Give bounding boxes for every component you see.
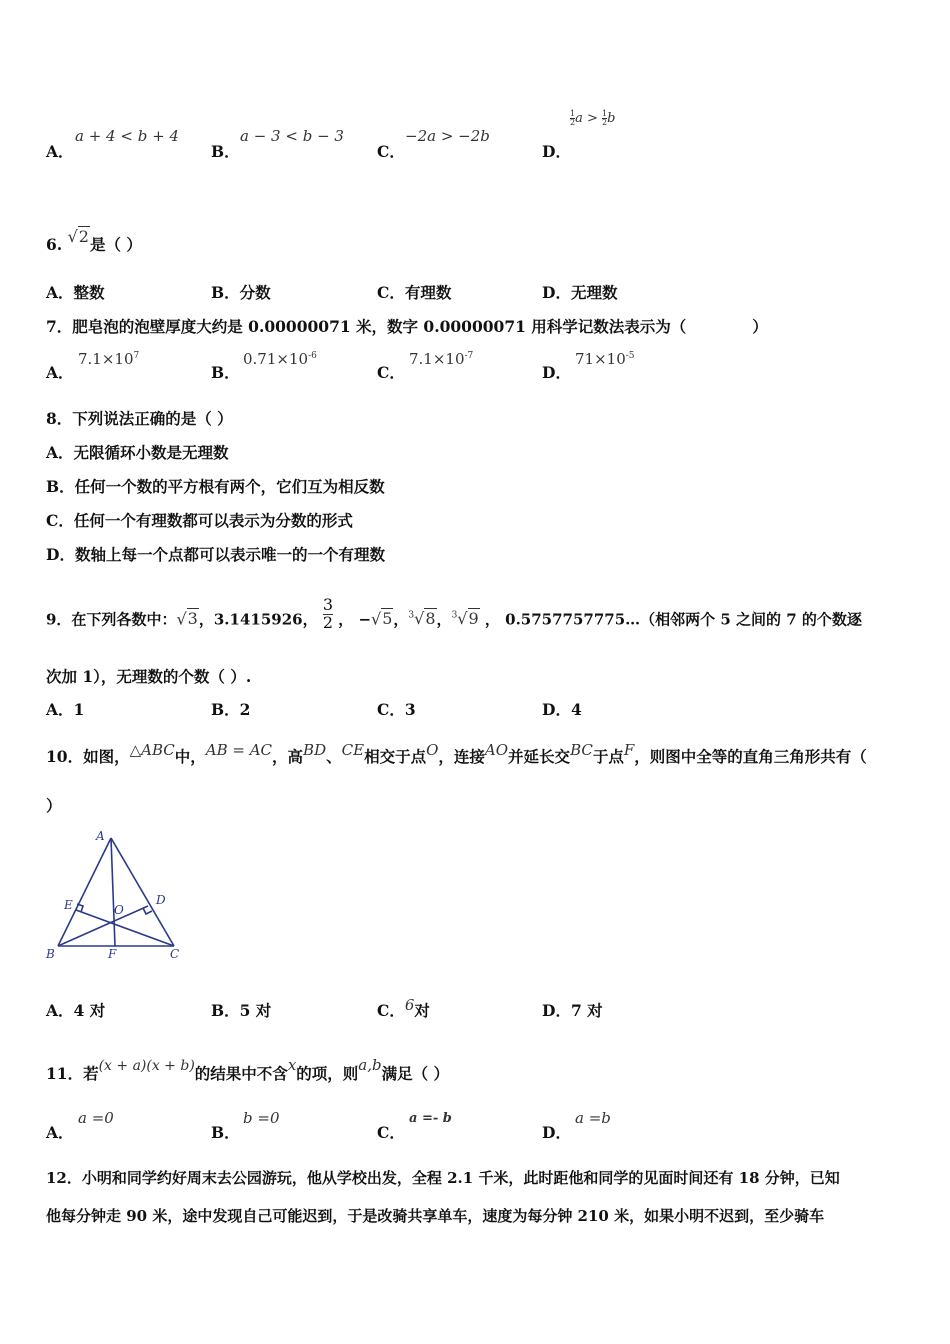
- q6-option-a: A．整数: [46, 283, 105, 302]
- q11-option-d-expr: a =b: [575, 1109, 611, 1127]
- q5-option-b: B．: [211, 142, 240, 161]
- q11-stem: 11．若(x + a)(x + b)的结果中不含x的项，则a,b满足（ ）: [46, 1056, 450, 1083]
- q8-option-d: D．数轴上每一个点都可以表示唯一的一个有理数: [46, 545, 385, 564]
- cbrt-9: $^3$√9: [451, 609, 479, 629]
- q5-option-a-expr: a + 4 < b + 4: [75, 127, 179, 145]
- q7-stem: 7．肥皂泡的泡壁厚度大约是 0.00000071 米，数字 0.00000071 用科学记数法表示为（ ）: [46, 317, 768, 336]
- q8-option-c: C．任何一个有理数都可以表示为分数的形式: [46, 511, 353, 530]
- q11-option-b: B．: [211, 1123, 240, 1142]
- q6-stem: 6. √2是（ ）: [46, 227, 142, 254]
- q6-option-d: D．无理数: [542, 283, 618, 302]
- q9-option-a: A．1: [46, 700, 85, 719]
- q7-option-b-expr: $0.71\times 10^{-6}$: [243, 350, 317, 368]
- q10-option-d: D．7 对: [542, 1001, 603, 1020]
- label-c: C: [170, 947, 180, 961]
- q9-stem-line2: 次加 1），无理数的个数（ ）.: [46, 667, 252, 686]
- fraction-3-2: $\frac{3}{2}$: [322, 595, 333, 632]
- q5-option-d: D．: [542, 142, 571, 161]
- right-angle-d: [143, 908, 152, 914]
- sqrt-3: √3: [176, 609, 198, 629]
- q8-option-a: A．无限循环小数是无理数: [46, 443, 229, 462]
- q10-option-b: B．5 对: [211, 1001, 272, 1020]
- q11-option-b-expr: b =0: [243, 1109, 280, 1127]
- q5-option-a: A．: [46, 142, 74, 161]
- q10-option-c: C．6对: [377, 996, 430, 1020]
- sqrt-5: √5: [371, 609, 393, 629]
- q5-option-c-expr: −2a > −2b: [405, 127, 490, 145]
- sqrt-2: √2: [67, 227, 89, 246]
- fraction-2: $\frac{1}{2}$: [602, 109, 608, 127]
- q10-stem: 10．如图，△ABC中，AB = AC，高BD、CE相交于点O，连接AO并延长交BC于点F，则图中全等的直角三角形共有（: [46, 741, 867, 766]
- q5-option-b-expr: a − 3 < b − 3: [240, 127, 344, 145]
- label-f: F: [108, 947, 117, 961]
- label-d: D: [156, 893, 166, 907]
- label-b: B: [46, 947, 55, 961]
- side-ab: [58, 838, 111, 946]
- q10-stem-line2: ）: [46, 796, 62, 815]
- q7-option-c-expr: $7.1\times 10^{-7}$: [409, 350, 474, 368]
- q7-option-a: A．: [46, 363, 74, 382]
- cbrt-8: $^3$√8: [408, 609, 436, 629]
- q11-option-c-expr: a =- b: [409, 1111, 452, 1126]
- q7-option-d: D．: [542, 363, 571, 382]
- label-e: E: [64, 898, 73, 912]
- q11-option-d: D．: [542, 1123, 571, 1142]
- q9-stem: 9．在下列各数中：√3，3.1415926， $\frac{3}{2}$ ， −√5，$^3$√8，$^3$√9 ， 0.5757757775…（相邻两个 5 之间的 7 的个数逐: [46, 595, 862, 632]
- q9-option-d: D．4: [542, 700, 582, 719]
- q12-line2: 他每分钟走 90 米，途中发现自己可能迟到，于是改骑共享单车，速度为每分钟 210 米，如果小明不迟到，至少骑车: [46, 1207, 825, 1225]
- q10-option-a: A．4 对: [46, 1001, 106, 1020]
- q5-option-c: C．: [377, 142, 405, 161]
- segment-af: [111, 838, 115, 946]
- q7-option-d-expr: $71\times 10^{-5}$: [575, 350, 635, 368]
- q6-option-c: C．有理数: [377, 283, 452, 302]
- q9-option-b: B．2: [211, 700, 251, 719]
- label-a: A: [96, 829, 105, 843]
- q8-option-b: B．任何一个数的平方根有两个，它们互为相反数: [46, 477, 385, 496]
- triangle-diagram: [44, 826, 194, 966]
- q7-option-b: B．: [211, 363, 240, 382]
- altitude-bd: [58, 906, 148, 946]
- q11-option-c: C．: [377, 1123, 405, 1142]
- triangle-figure: [44, 826, 194, 970]
- q7-option-c: C．: [377, 363, 405, 382]
- q11-option-a-expr: a =0: [78, 1109, 114, 1127]
- q8-stem: 8．下列说法正确的是（ ）: [46, 409, 233, 428]
- q12-line1: 12．小明和同学约好周末去公园游玩，他从学校出发，全程 2.1 千米，此时距他和同学的见面时间还有 18 分钟，已知: [46, 1169, 840, 1187]
- q9-option-c: C．3: [377, 700, 416, 719]
- fraction-1: $\frac{1}{2}$: [570, 109, 576, 127]
- q6-option-b: B．分数: [211, 283, 271, 302]
- q11-option-a: A．: [46, 1123, 74, 1142]
- label-o: O: [114, 903, 124, 917]
- q7-option-a-expr: $7.1\times 10^7$: [78, 350, 140, 368]
- q5-option-d-expr: $\frac{1}{2}$ a > $\frac{1}{2}$ b: [570, 109, 616, 127]
- side-ac: [111, 838, 174, 946]
